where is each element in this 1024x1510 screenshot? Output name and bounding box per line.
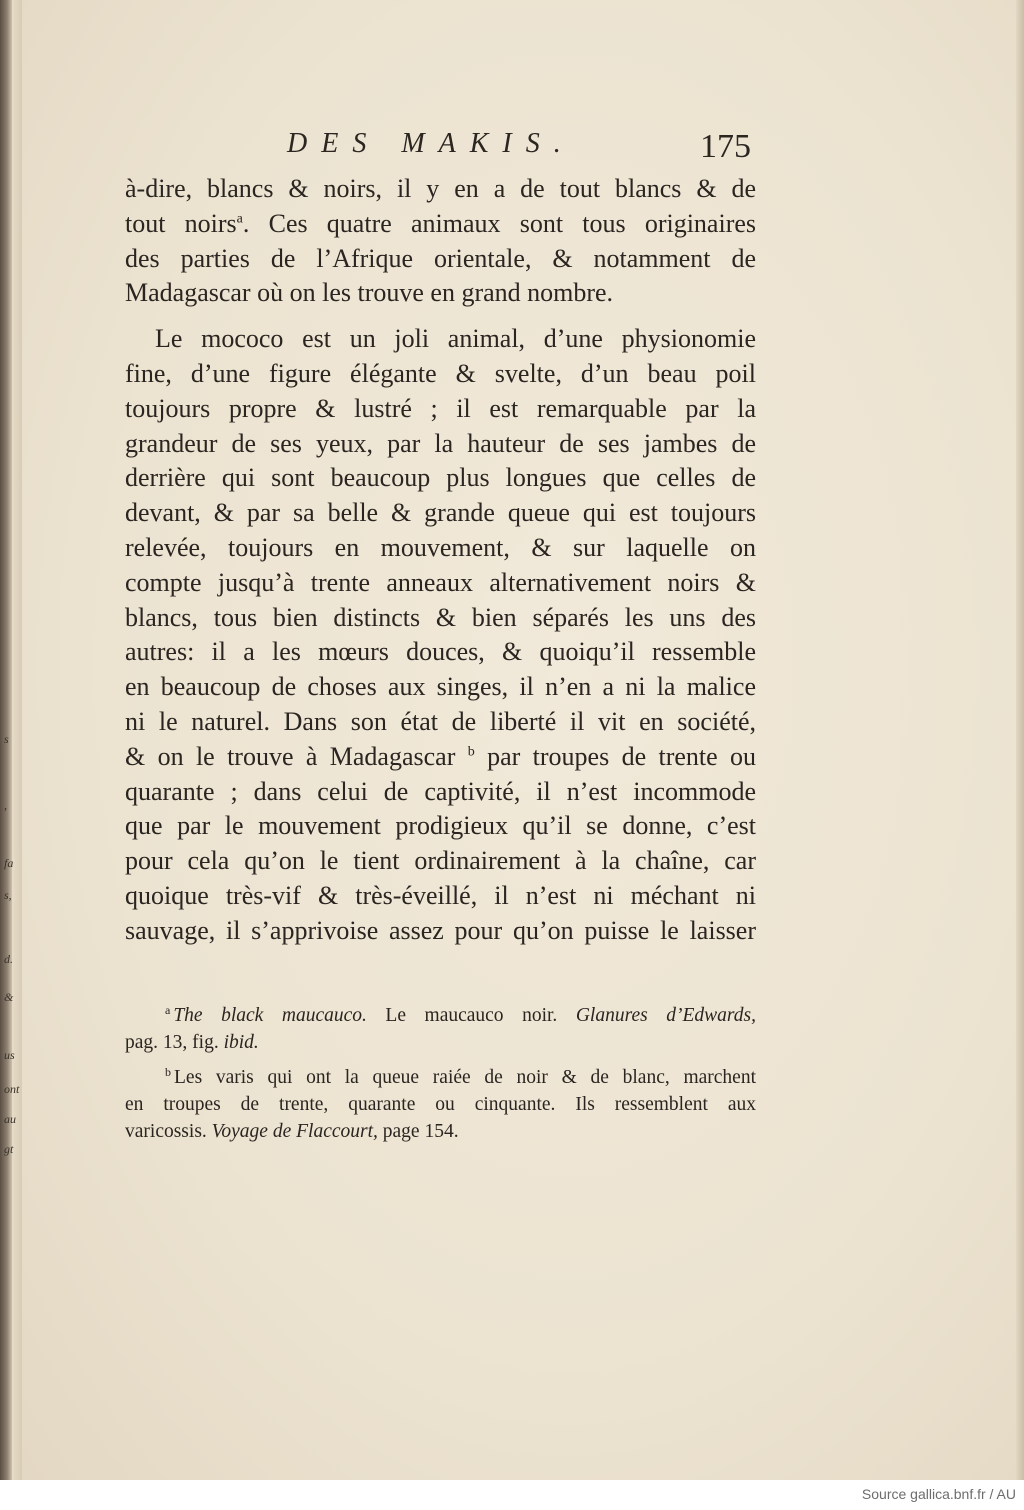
margin-mark: d. <box>4 952 13 966</box>
text-line: devant, & par sa belle & grande queue qui est toujours <box>125 498 756 528</box>
text-line: Madagascar où on les trouve en grand nombre. <box>125 278 614 308</box>
text-line: des parties de l’Afrique orientale, & notamment de <box>125 243 756 273</box>
margin-mark: ont <box>4 1082 20 1096</box>
margin-mark: us <box>4 1048 15 1062</box>
margin-mark: s, <box>4 888 12 902</box>
footnote-line: pag. 13, fig. ibid. <box>125 1032 259 1053</box>
footnotes <box>125 1002 756 1153</box>
page-header <box>22 128 1016 168</box>
footnote-a <box>125 1002 756 1056</box>
margin-mark: , <box>4 798 7 812</box>
margin-mark: fa <box>4 856 14 870</box>
text-line: pour cela qu’on le tient ordinairement à la chaîne, car <box>125 846 756 876</box>
footnote-b <box>125 1064 756 1145</box>
text-line: grandeur de ses yeux, par la hauteur de ses jambes de <box>125 428 756 458</box>
text-line: Le mococo est un joli animal, d’une physionomie <box>155 324 756 354</box>
text-line: quoique très-vif & très-éveillé, il n’est ni méchant ni <box>125 880 756 910</box>
text-line: relevée, toujours en mouvement, & sur laquelle on <box>125 532 756 562</box>
text-line: toujours propre & lustré ; il est remarquable par la <box>125 393 756 423</box>
footnote-ref-a: a <box>236 211 243 227</box>
margin-mark: au <box>4 1112 16 1126</box>
footnote-line: en troupes de trente, quarante ou cinquante. Ils ressemblent aux <box>125 1094 756 1115</box>
text-line: derrière qui sont beaucoup plus longues que celles de <box>125 463 756 493</box>
source-footer <box>0 1480 1024 1510</box>
text-line: que par le mouvement prodigieux qu’il se donne, c’est <box>125 811 756 841</box>
text-line: autres: il a les mœurs douces, & quoiqu’il ressemble <box>125 637 756 667</box>
main-text <box>125 172 756 949</box>
book-page <box>22 0 1016 1480</box>
margin-mark: s <box>4 732 9 746</box>
page-number: 175 <box>700 128 751 165</box>
margin-mark: & <box>4 990 14 1004</box>
text-line: quarante ; dans celui de captivité, il n’est incommode <box>125 776 756 806</box>
footnote-line: $^b$ Les varis qui ont la queue raiée de noir & de blanc, marchent <box>165 1064 756 1088</box>
text-line: fine, d’une figure élégante & svelte, d’un beau poil <box>125 358 756 388</box>
text-line: sauvage, il s’apprivoise assez pour qu’on puisse le laisser <box>125 915 756 945</box>
text-line: en beaucoup de choses aux singes, il n’en a ni la malice <box>125 672 756 702</box>
text-line: compte jusqu’à trente anneaux alternativement noirs & <box>125 567 756 597</box>
text-line: & on le trouve à Madagascar $^b$ par troupes de trente ou <box>125 741 757 771</box>
text-line: à-dire, blancs & noirs, il y en a de tout blancs & de <box>125 174 756 203</box>
footnote-mark: b <box>165 1064 171 1079</box>
footnote-mark: a <box>165 1002 171 1017</box>
footnote-ref-b: b <box>467 744 475 760</box>
text-line: blancs, tous bien distincts & bien séparés les uns des <box>125 602 756 632</box>
margin-mark: gt <box>4 1142 14 1156</box>
source-credit: Source gallica.bnf.fr / AU <box>861 1486 1016 1502</box>
footnote-line: varicossis. Voyage de Flaccourt, page 154. <box>125 1121 459 1142</box>
text-line: tout noirs$^a$. Ces quatre animaux sont tous originaires <box>125 208 757 238</box>
running-title: DES MAKIS. <box>287 128 575 159</box>
text-line: ni le naturel. Dans son état de liberté il vit en société, <box>125 706 756 736</box>
page-right-edge <box>1016 0 1024 1480</box>
footnote-line: $^a$ The black maucauco. Le maucauco noir. Glanures d’Edwards, <box>165 1002 756 1026</box>
